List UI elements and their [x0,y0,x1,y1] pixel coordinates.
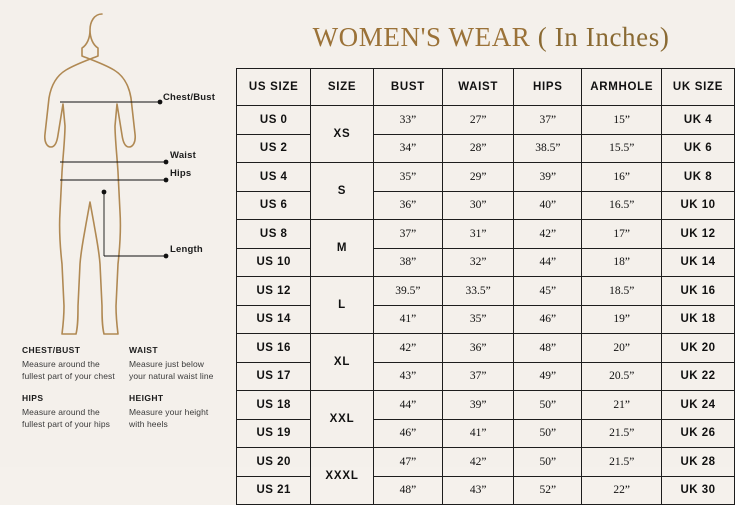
cell-bust: 41” [373,305,442,334]
cell-waist: 41” [443,419,514,448]
cell-hips: 37” [514,106,582,135]
note-text: Measure your height with heels [129,406,209,429]
cell-us-size: US 20 [237,448,311,477]
cell-bust: 35” [373,163,442,192]
column-header-waist: WAIST [443,69,514,106]
cell-bust: 36” [373,191,442,220]
cell-us-size: US 0 [237,106,311,135]
column-header-uk-size: UK SIZE [662,69,735,106]
cell-uk-size: UK 14 [662,248,735,277]
cell-uk-size: UK 28 [662,448,735,477]
cell-size-group: XXXL [311,448,373,505]
cell-waist: 30” [443,191,514,220]
note-chest [22,345,129,383]
cell-size-group: M [311,220,373,277]
note-text: Measure just below your natural waist line [129,359,214,382]
cell-bust: 37” [373,220,442,249]
cell-armhole: 19” [582,305,662,334]
cell-waist: 31” [443,220,514,249]
cell-hips: 42” [514,220,582,249]
size-table-container [236,68,735,505]
cell-waist: 28” [443,134,514,163]
note-title: HEIGHT [129,392,164,403]
cell-armhole: 20” [582,334,662,363]
note-title: WAIST [129,345,158,355]
table-row [237,391,735,420]
cell-armhole: 17” [582,220,662,249]
cell-hips: 39” [514,163,582,192]
cell-size-group: XXL [311,391,373,448]
cell-bust: 38” [373,248,442,277]
title-main: WOMEN'S WEAR [312,22,531,52]
cell-us-size: US 14 [237,305,311,334]
note-hips [22,393,129,431]
cell-armhole: 15” [582,106,662,135]
cell-bust: 42” [373,334,442,363]
cell-armhole: 21” [582,391,662,420]
cell-size-group: XS [311,106,373,163]
table-row [237,220,735,249]
cell-armhole: 15.5” [582,134,662,163]
table-row [237,448,735,477]
cell-size-group: L [311,277,373,334]
size-table [236,68,735,505]
table-row [237,106,735,135]
figure-label-waist: Waist [170,150,196,161]
note-text: Measure around the fullest part of your hips [22,406,111,429]
cell-us-size: US 4 [237,163,311,192]
cell-hips: 46” [514,305,582,334]
cell-waist: 39” [443,391,514,420]
note-height [129,393,227,431]
cell-hips: 52” [514,476,582,505]
cell-armhole: 21.5” [582,419,662,448]
cell-waist: 27” [443,106,514,135]
cell-hips: 50” [514,391,582,420]
cell-bust: 47” [373,448,442,477]
cell-uk-size: UK 18 [662,305,735,334]
cell-bust: 46” [373,419,442,448]
cell-uk-size: UK 26 [662,419,735,448]
cell-uk-size: UK 30 [662,476,735,505]
figure-label-hips: Hips [170,168,192,179]
female-body-figure [8,6,233,346]
cell-bust: 33” [373,106,442,135]
cell-size-group: S [311,163,373,220]
cell-bust: 44” [373,391,442,420]
cell-waist: 42” [443,448,514,477]
cell-us-size: US 19 [237,419,311,448]
column-header-us-size: US SIZE [237,69,311,106]
cell-armhole: 21.5” [582,448,662,477]
note-title: HIPS [22,392,44,403]
cell-hips: 44” [514,248,582,277]
cell-size-group: XL [311,334,373,391]
cell-hips: 45” [514,277,582,306]
table-header-row [237,69,735,106]
cell-waist: 33.5” [443,277,514,306]
cell-uk-size: UK 6 [662,134,735,163]
cell-hips: 50” [514,419,582,448]
cell-armhole: 16” [582,163,662,192]
figure-label-chest: Chest/Bust [163,92,216,103]
table-body [237,106,735,505]
cell-us-size: US 8 [237,220,311,249]
note-title: CHEST/BUST [22,345,81,355]
cell-uk-size: UK 12 [662,220,735,249]
cell-bust: 43” [373,362,442,391]
cell-uk-size: UK 10 [662,191,735,220]
figure-label-length: Length [170,244,203,255]
cell-hips: 50” [514,448,582,477]
cell-hips: 40” [514,191,582,220]
note-waist [129,345,227,383]
cell-uk-size: UK 24 [662,391,735,420]
column-header-bust: BUST [373,69,442,106]
cell-us-size: US 2 [237,134,311,163]
cell-armhole: 18.5” [582,277,662,306]
measurement-notes [22,345,227,430]
cell-armhole: 18” [582,248,662,277]
cell-us-size: US 10 [237,248,311,277]
page-title [258,22,724,53]
table-row [237,163,735,192]
cell-armhole: 22” [582,476,662,505]
title-unit: ( In Inches) [537,22,670,52]
cell-bust: 34” [373,134,442,163]
cell-us-size: US 21 [237,476,311,505]
column-header-hips: HIPS [514,69,582,106]
cell-bust: 39.5” [373,277,442,306]
table-row [237,277,735,306]
cell-hips: 48” [514,334,582,363]
cell-uk-size: UK 20 [662,334,735,363]
cell-waist: 29” [443,163,514,192]
cell-waist: 36” [443,334,514,363]
cell-us-size: US 12 [237,277,311,306]
figure-panel [0,0,236,467]
cell-us-size: US 17 [237,362,311,391]
cell-uk-size: UK 4 [662,106,735,135]
cell-us-size: US 18 [237,391,311,420]
cell-armhole: 20.5” [582,362,662,391]
cell-hips: 49” [514,362,582,391]
column-header-armhole: ARMHOLE [582,69,662,106]
cell-armhole: 16.5” [582,191,662,220]
cell-uk-size: UK 22 [662,362,735,391]
cell-waist: 32” [443,248,514,277]
column-header-size: SIZE [311,69,373,106]
note-text: Measure around the fullest part of your chest [22,359,115,382]
cell-uk-size: UK 16 [662,277,735,306]
cell-bust: 48” [373,476,442,505]
cell-waist: 43” [443,476,514,505]
cell-hips: 38.5” [514,134,582,163]
cell-us-size: US 16 [237,334,311,363]
cell-uk-size: UK 8 [662,163,735,192]
table-row [237,334,735,363]
cell-waist: 37” [443,362,514,391]
table-header [237,69,735,106]
cell-us-size: US 6 [237,191,311,220]
cell-waist: 35” [443,305,514,334]
